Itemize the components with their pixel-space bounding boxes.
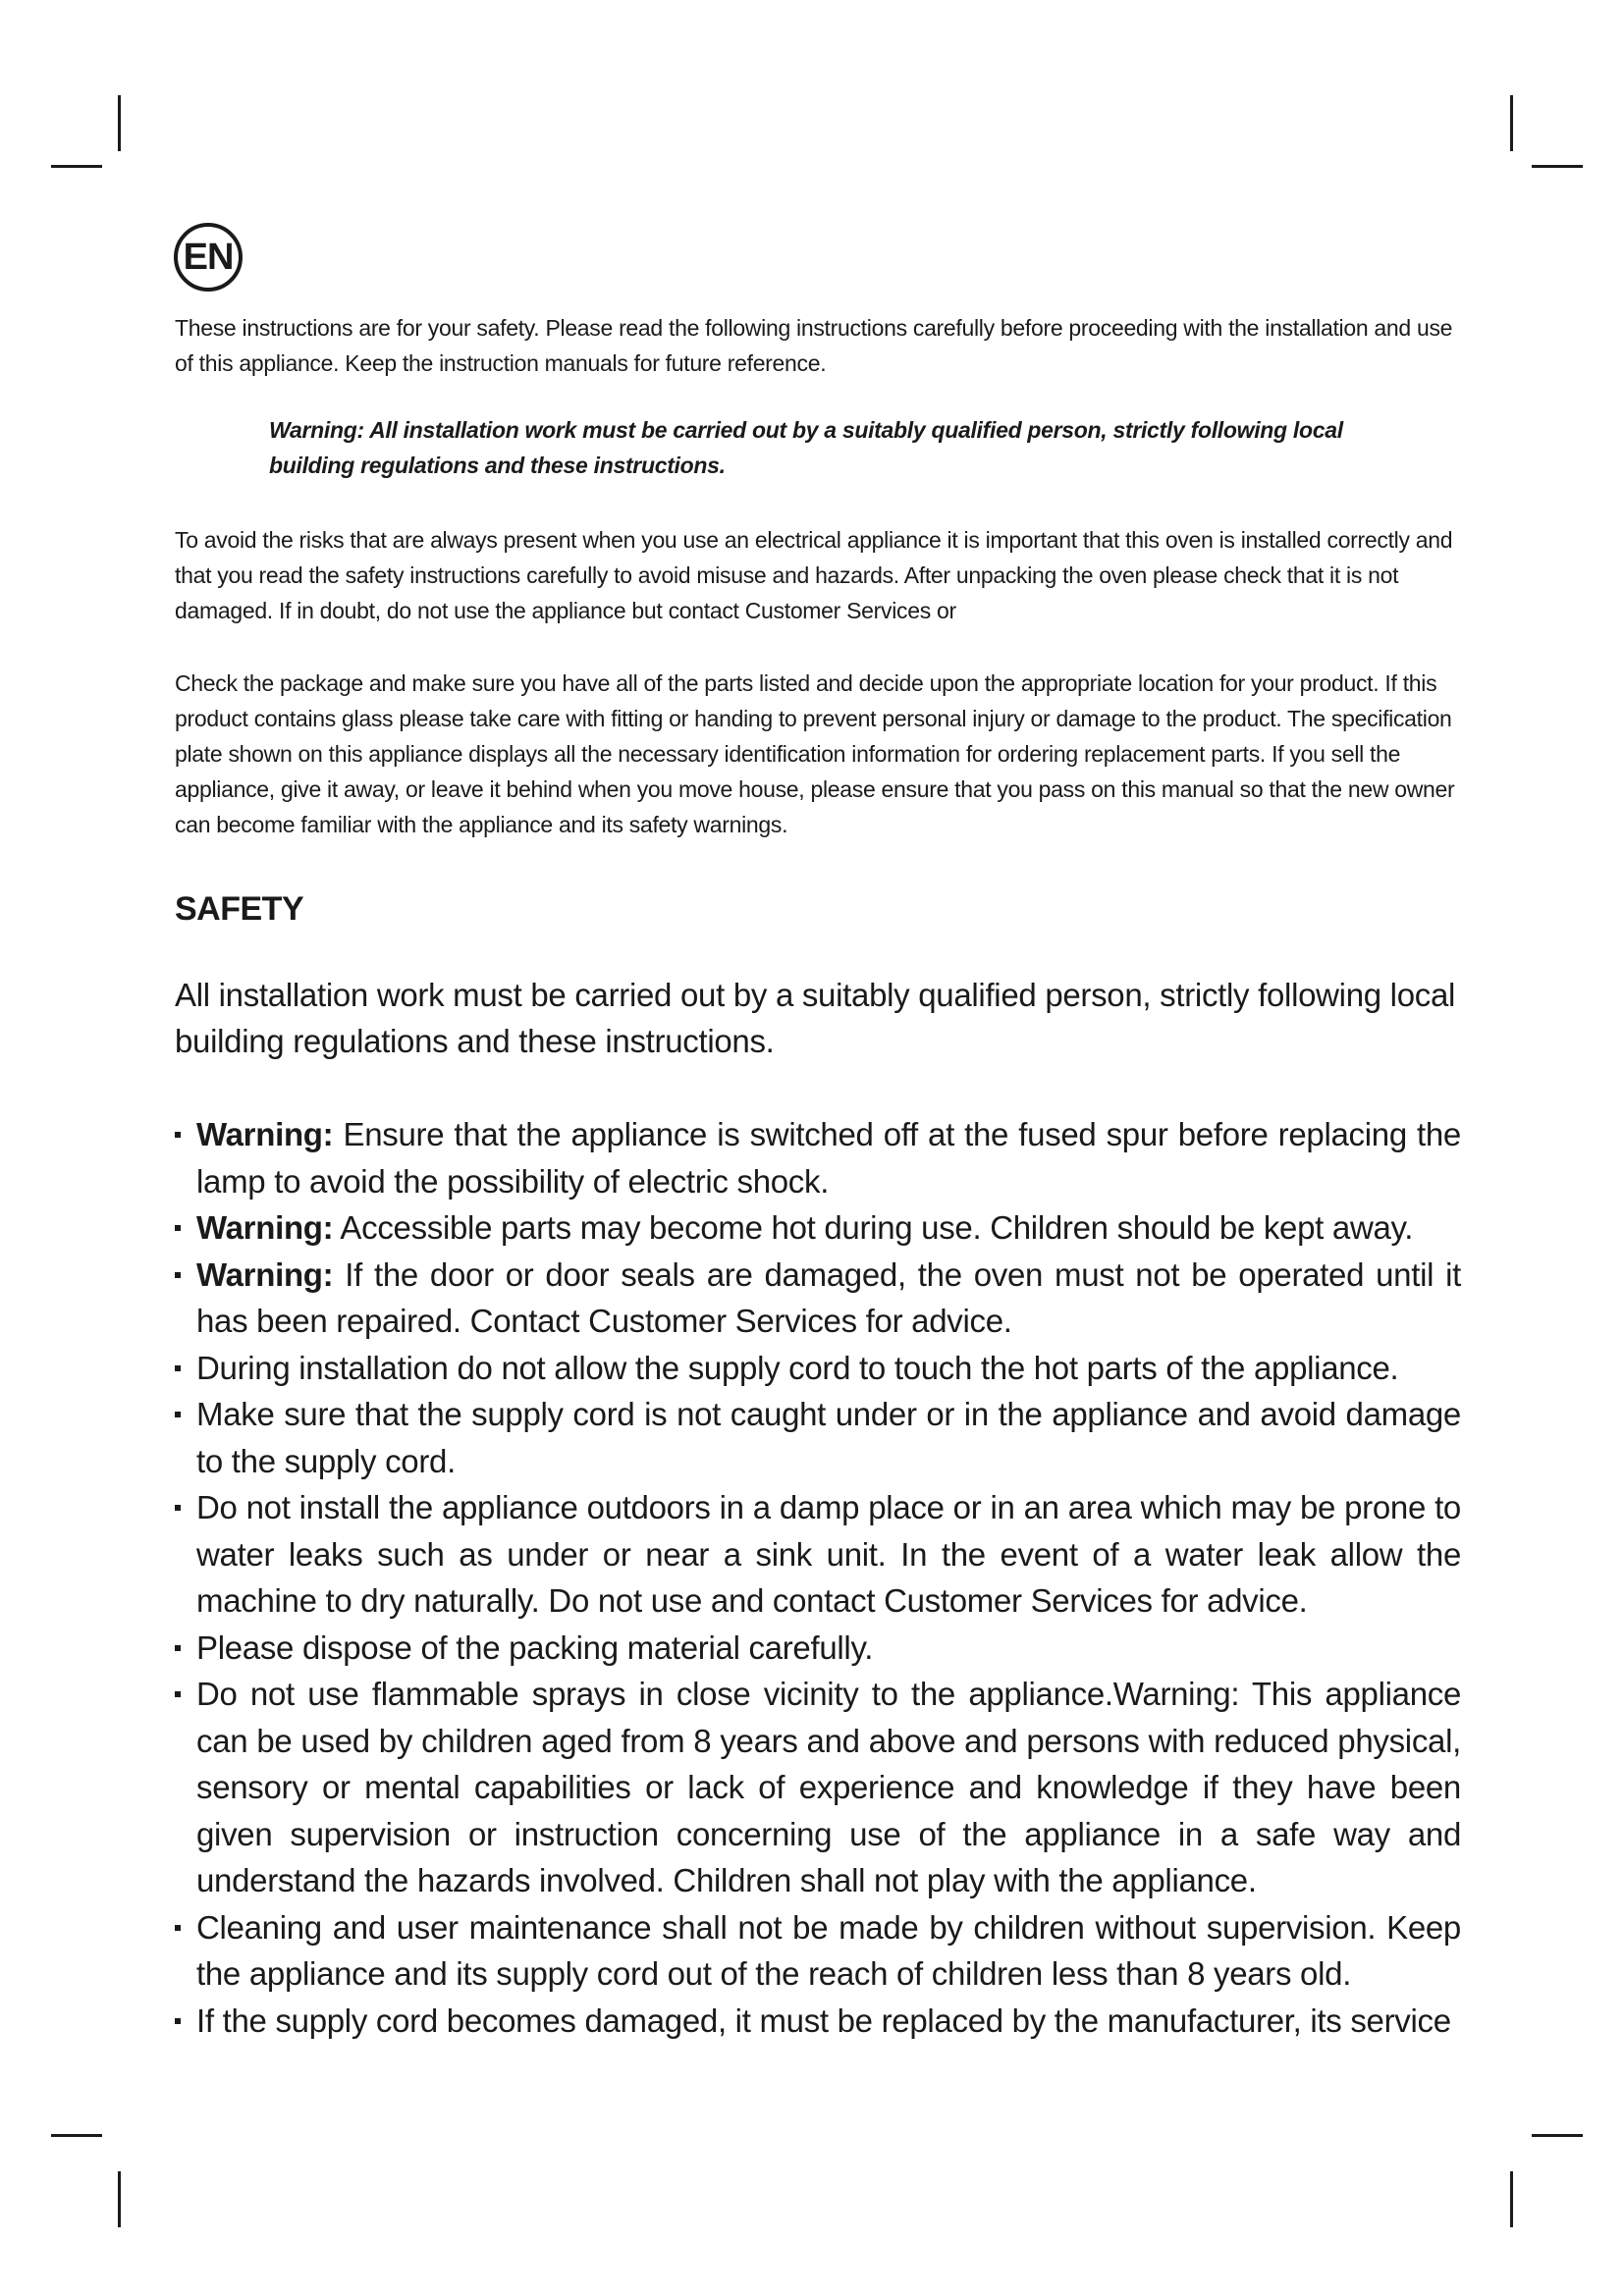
bullet-marker <box>175 1691 181 1697</box>
bullet-text: Do not install the appliance outdoors in a damp place or in an area which may be prone to water leaks such as under or near a sink unit. In the event of a water leak allow the machine to dry naturally. Do not use and contact Customer Services for advice. <box>196 1489 1461 1619</box>
risk-paragraph: To avoid the risks that are always present when you use an electrical appliance it is important that this oven is installed correctly and that you read the safety instructions carefully to avoid misuse and hazards. After unpacking the oven please check that it is not damaged. If in doubt, do not use the appliance but contact Customer Services or <box>175 527 1453 623</box>
bullet-text: Cleaning and user maintenance shall not be made by children without supervision. Keep the appliance and its supply cord out of the reach of children less than 8 years old. <box>196 1908 1461 1992</box>
bullet-text: Ensure that the appliance is switched off at the fused spur before replacing the lamp to avoid the possibility of electric shock. <box>196 1116 1461 1200</box>
safety-bullet <box>175 1998 1461 2045</box>
safety-bullet <box>175 1111 1461 1204</box>
bullet-marker <box>175 2018 181 2024</box>
bullet-text: Make sure that the supply cord is not caught under or in the appliance and avoid damage to the supply cord. <box>196 1396 1461 1479</box>
safety-bullet <box>175 1252 1461 1345</box>
bullet-text: If the door or door seals are damaged, the oven must not be operated until it has been repaired. Contact Customer Services for advice. <box>196 1255 1461 1339</box>
language-badge <box>174 223 243 292</box>
bullet-marker <box>175 1412 181 1417</box>
bullet-marker <box>175 1132 181 1138</box>
safety-bullet <box>175 1345 1461 1392</box>
crop-mark-bottom-right <box>1510 2171 1513 2227</box>
bullet-marker <box>175 1225 181 1231</box>
crop-mark-top-left <box>118 95 121 151</box>
bullet-marker <box>175 1365 181 1371</box>
installation-warning: Warning: All installation work must be carried out by a suitably qualified person, strictly following local building regulations and these instructions. <box>269 417 1343 478</box>
bullet-lead: Warning: <box>196 1209 334 1246</box>
crop-mark-bottom-left-h <box>51 2134 102 2137</box>
package-check-paragraph: Check the package and make sure you have all of the parts listed and decide upon the appropriate location for your product. If this product contains glass please take care with fitting or handing to prevent personal injury or damage to the product. The specification plate shown on this appliance displays all the necessary identification information for ordering replacement parts. If you sell the appliance, give it away, or leave it behind when you move house, please ensure that you pass on this manual so that the new owner can become familiar with the appliance and its safety warnings. <box>175 670 1455 837</box>
bullet-lead: Warning: <box>196 1255 334 1293</box>
intro-paragraph: These instructions are for your safety. Please read the following instructions carefully before proceeding with the installation and use of this appliance. Keep the instruction manuals for future reference. <box>175 315 1453 376</box>
safety-heading: SAFETY <box>175 890 304 928</box>
bullet-text: Do not use flammable sprays in close vicinity to the appliance.Warning: This appliance can be used by children aged from 8 years and above and persons with reduced physical, sensory or mental capabilities or lack of experience and knowledge if they have been given supervision or instruction concerning use of the appliance in a safe way and understand the hazards involved. Children shall not play with the appliance. <box>196 1676 1461 1898</box>
bullet-marker <box>175 1272 181 1278</box>
crop-mark-top-left-h <box>51 165 102 168</box>
safety-bullet <box>175 1391 1461 1484</box>
crop-mark-bottom-left <box>118 2171 121 2227</box>
safety-bullet <box>175 1671 1461 1904</box>
crop-mark-bottom-right-h <box>1532 2134 1583 2137</box>
safety-bullet <box>175 1204 1461 1252</box>
bullet-text: Accessible parts may become hot during use. Children should be kept away. <box>333 1209 1414 1246</box>
safety-bullet <box>175 1484 1461 1625</box>
bullet-marker <box>175 1925 181 1931</box>
safety-bullet <box>175 1904 1461 1998</box>
document-body <box>175 310 1461 2044</box>
bullet-text: If the supply cord becomes damaged, it must be replaced by the manufacturer, its service <box>196 2002 1451 2039</box>
bullet-lead: Warning: <box>196 1116 334 1152</box>
bullet-marker <box>175 1505 181 1511</box>
bullet-text: During installation do not allow the supply cord to touch the hot parts of the appliance. <box>196 1349 1399 1386</box>
safety-bullet <box>175 1625 1461 1672</box>
crop-mark-top-right <box>1510 95 1513 151</box>
crop-mark-top-right-h <box>1532 165 1583 168</box>
safety-bullet-list <box>175 1111 1461 2044</box>
bullet-marker <box>175 1645 181 1651</box>
safety-intro: All installation work must be carried out by a suitably qualified person, strictly following local building regulations and these instructions. <box>175 977 1456 1059</box>
language-badge-label: EN <box>183 236 234 278</box>
bullet-text: Please dispose of the packing material carefully. <box>196 1629 874 1666</box>
